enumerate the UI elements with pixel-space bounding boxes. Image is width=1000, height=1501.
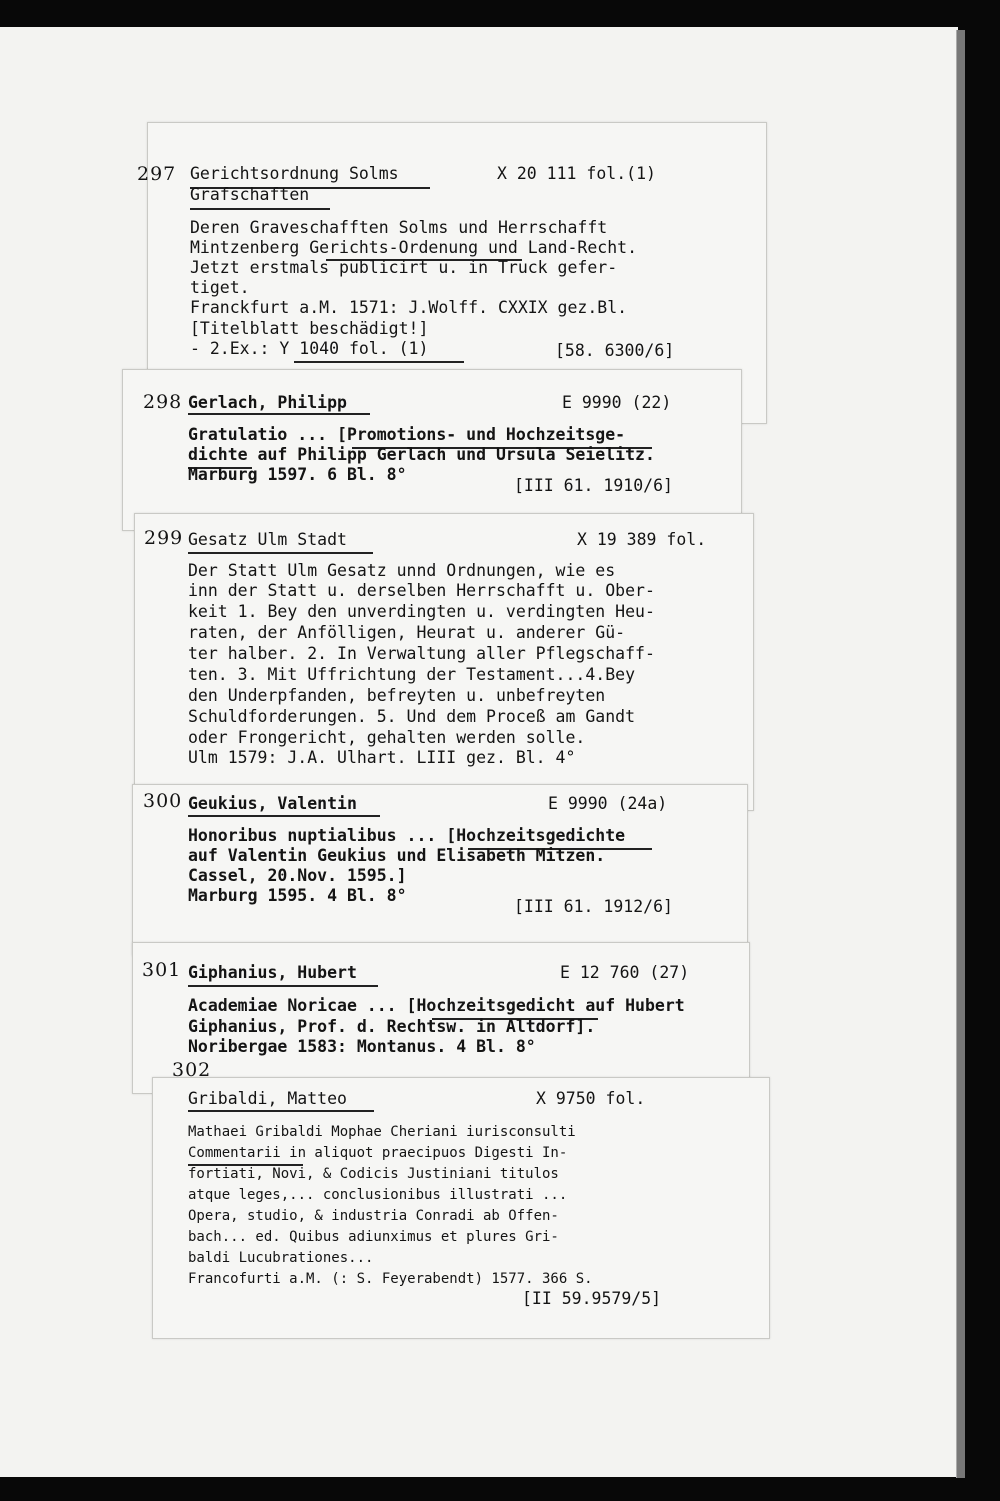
entry-number: 302 <box>172 1059 212 1081</box>
entry-line: raten, der Anfölligen, Heurat u. anderer Gü- <box>188 623 626 642</box>
entry-line: Der Statt Ulm Gesatz unnd Ordnungen, wie es <box>188 561 616 580</box>
shelfmark: E 9990 (24a) <box>548 794 668 813</box>
heading-underline <box>188 552 373 554</box>
scanned-page <box>0 27 958 1477</box>
entry-line: Academiae Noricae ... [Hochzeitsgedicht auf Hubert <box>188 996 685 1015</box>
copy-underline <box>294 361 464 363</box>
entry-line: tiget. <box>190 278 250 297</box>
heading-underline <box>190 208 330 210</box>
entry-line: ten. 3. Mit Uffrichtung der Testament...4.Bey <box>188 665 636 684</box>
entry-line: Franckfurt a.M. 1571: J.Wolff. CXXIX gez.Bl. <box>190 298 628 317</box>
entry-line: Marburg 1595. 4 Bl. 8° <box>188 886 407 905</box>
entry-line: [Titelblatt beschädigt!] <box>190 319 429 338</box>
entry-line: Mintzenberg Gerichts-Ordenung und Land-Recht. <box>190 238 638 257</box>
entry-line: Noribergae 1583: Montanus. 4 Bl. 8° <box>188 1037 536 1056</box>
entry-number: 297 <box>137 163 177 185</box>
entry-heading: Giphanius, Hubert <box>188 963 357 982</box>
heading-underline <box>188 1110 374 1112</box>
entry-line: Commentarii in aliquot praecipuos Digesti In- <box>188 1145 568 1161</box>
entry-heading-2: Grafschaften <box>190 185 310 204</box>
entry-heading: Gerlach, Philipp <box>188 393 347 412</box>
entry-line: Francofurti a.M. (: S. Feyerabendt) 1577. 366 S. <box>188 1271 593 1287</box>
entry-heading: Gerichtsordnung Solms <box>190 164 399 183</box>
entry-line: Deren Graveschafften Solms und Herrschafft <box>190 218 608 237</box>
accession-number: [58. 6300/6] <box>555 341 675 360</box>
entry-line: baldi Lucubrationes... <box>188 1250 374 1266</box>
page-edge-shadow <box>956 30 965 1478</box>
entry-line: Jetzt erstmals publicirt u. in Truck gefer- <box>190 258 618 277</box>
accession-number: [II 59.9579/5] <box>522 1289 662 1308</box>
entry-number: 299 <box>144 527 184 549</box>
entry-line: Cassel, 20.Nov. 1595.] <box>188 866 407 885</box>
entry-line: auf Valentin Geukius und Elisabeth Mitzen. <box>188 846 606 865</box>
entry-heading: Geukius, Valentin <box>188 794 357 813</box>
entry-line: bach... ed. Quibus adiunximus et plures Gri- <box>188 1229 559 1245</box>
entry-line: Schuldforderungen. 5. Und dem Proceß am Gandt <box>188 707 636 726</box>
entry-number: 298 <box>143 391 183 413</box>
entry-line: oder Frongericht, gehalten werden solle. <box>188 728 586 747</box>
shelfmark: X 19 389 fol. <box>577 530 707 549</box>
heading-underline <box>188 413 370 415</box>
entry-line: inn der Statt u. derselben Herrschafft u. Ober- <box>188 581 655 600</box>
entry-number: 300 <box>143 790 183 812</box>
entry-line: den Underpfanden, befreyten u. unbefreyten <box>188 686 606 705</box>
heading-underline <box>188 985 378 987</box>
entry-line: Honoribus nuptialibus ... [Hochzeitsgedichte <box>188 826 626 845</box>
entry-line: Ulm 1579: J.A. Ulhart. LIII gez. Bl. 4° <box>188 748 576 767</box>
entry-line: dichte auf Philipp Gerlach und Ursula Seielitz. <box>188 445 655 464</box>
entry-line: keit 1. Bey den unverdingten u. verdingten Heu- <box>188 602 655 621</box>
copy-note: - 2.Ex.: Y 1040 fol. (1) <box>190 339 429 358</box>
entry-heading: Gribaldi, Matteo <box>188 1089 347 1108</box>
heading-underline <box>188 815 380 817</box>
accession-number: [III 61. 1912/6] <box>514 897 673 916</box>
entry-line: Giphanius, Prof. d. Rechtsw. in Altdorf]. <box>188 1017 596 1036</box>
entry-number: 301 <box>142 959 182 981</box>
shelfmark: E 9990 (22) <box>562 393 672 412</box>
shelfmark: X 20 111 fol.(1) <box>497 164 656 183</box>
entry-line: Opera, studio, & industria Conradi ab Offen- <box>188 1208 559 1224</box>
entry-line: Marburg 1597. 6 Bl. 8° <box>188 465 407 484</box>
entry-line: Mathaei Gribaldi Mophae Cheriani iurisconsulti <box>188 1124 576 1140</box>
entry-line: ter halber. 2. In Verwaltung aller Pflegschaff- <box>188 644 655 663</box>
shelfmark: X 9750 fol. <box>536 1089 646 1108</box>
entry-line: atque leges,... conclusionibus illustrati ... <box>188 1187 568 1203</box>
accession-number: [III 61. 1910/6] <box>514 476 673 495</box>
entry-heading: Gesatz Ulm Stadt <box>188 530 347 549</box>
entry-line: Gratulatio ... [Promotions- und Hochzeitsge- <box>188 425 626 444</box>
entry-line: fortiati, Novi, & Codicis Justiniani titulos <box>188 1166 559 1182</box>
shelfmark: E 12 760 (27) <box>560 963 690 982</box>
